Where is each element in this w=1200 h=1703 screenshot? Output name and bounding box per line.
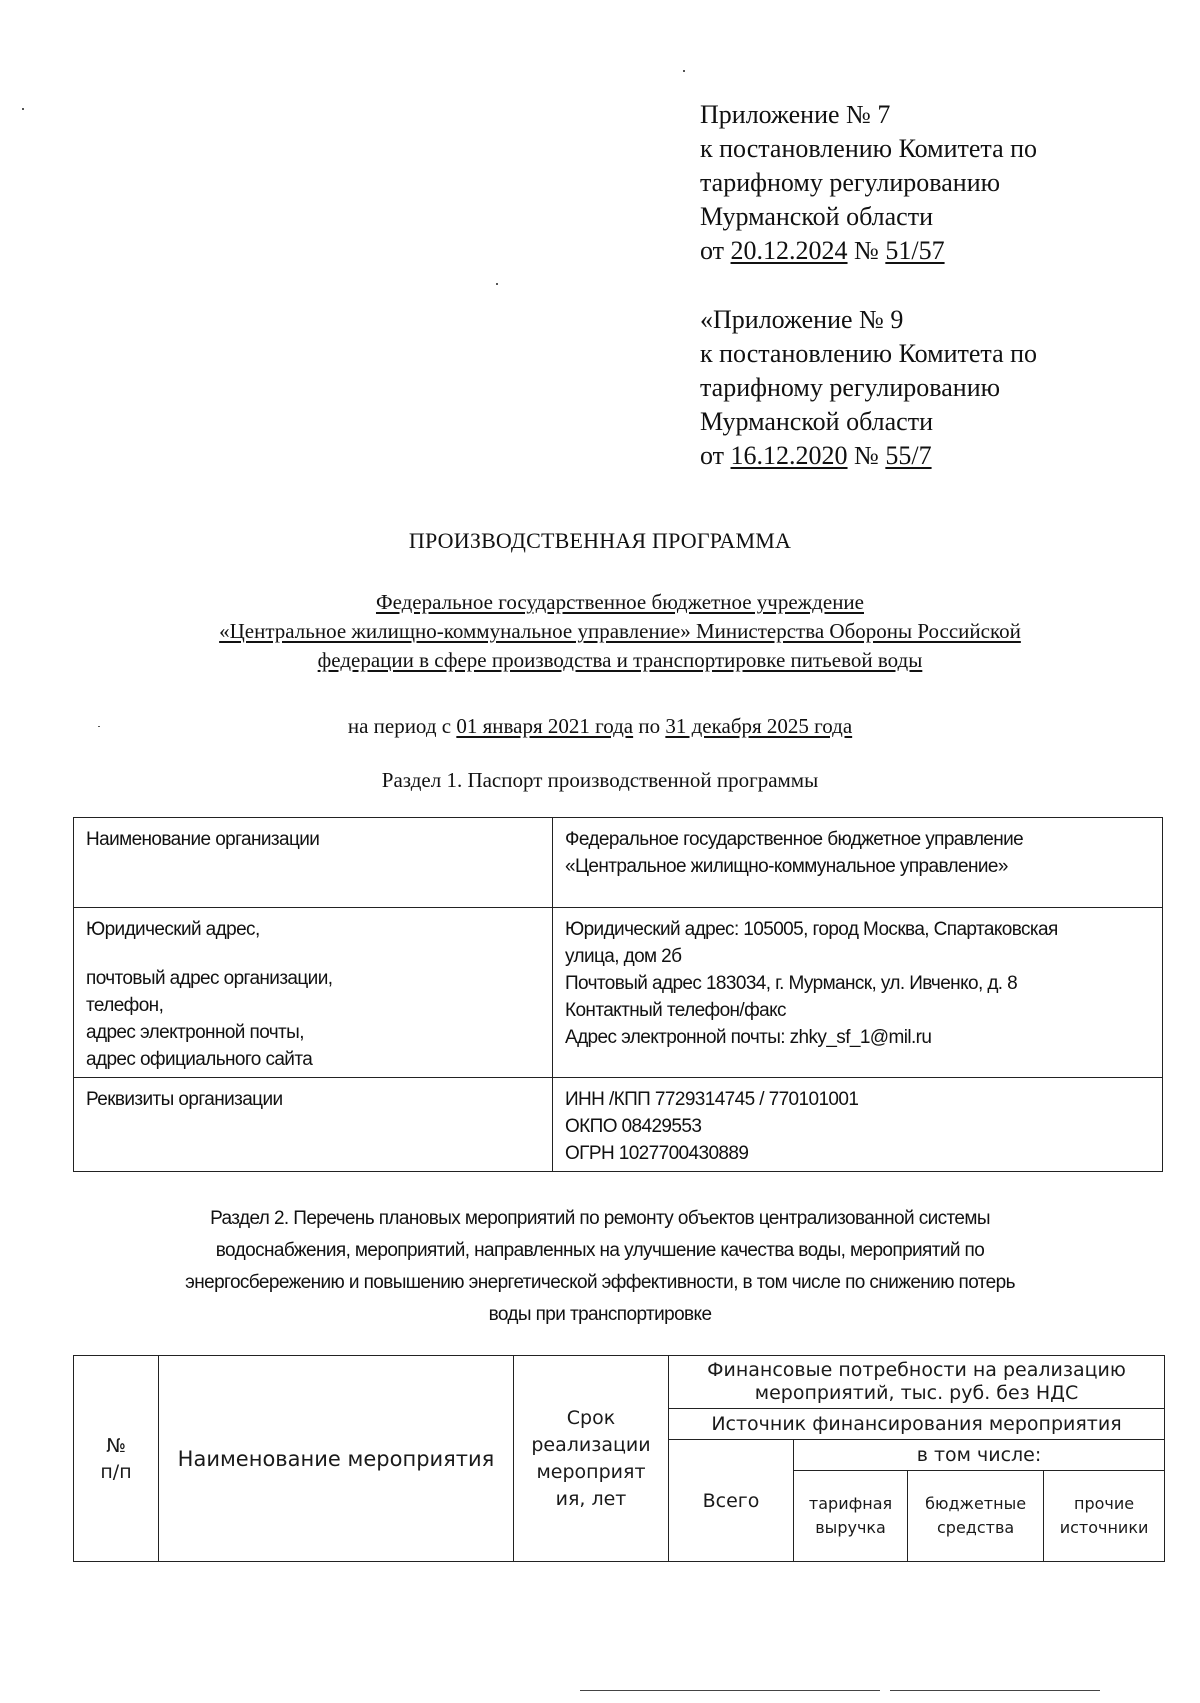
cell-text: ОКПО 08429553 [565, 1116, 702, 1137]
header-text: Наименование мероприятия [177, 1446, 495, 1471]
appendix-line: к постановлению Комитета по [700, 134, 1038, 163]
period-end: 31 декабря 2025 года [665, 714, 853, 738]
cell-text: «Центральное жилищно-коммунальное управление» [565, 856, 1008, 877]
scan-line [580, 1690, 880, 1691]
scan-line [890, 1690, 1100, 1691]
section-2-line: воды при транспортировке [488, 1304, 712, 1325]
header-text: тарифная [808, 1494, 893, 1513]
header-text: мероприятий, тыс. руб. без НДС [754, 1382, 1079, 1404]
cell-text: адрес электронной почты, [86, 1022, 304, 1043]
cell-text: адрес официального сайта [86, 1049, 313, 1070]
period-middle: по [633, 714, 666, 738]
cell-text: Реквизиты организации [86, 1089, 283, 1110]
number-prefix: № [847, 236, 886, 265]
resolution-date: 16.12.2020 [730, 441, 848, 470]
header-text: в том числе: [916, 1444, 1042, 1466]
section-2-title [120, 1203, 1080, 1331]
organization-line: федерации в сфере производства и транспортировке питьевой воды [317, 648, 923, 672]
header-text: Срок [566, 1406, 616, 1429]
resolution-number: 51/57 [885, 236, 945, 265]
section-2-line: энергосбережению и повышению энергетической эффективности, в том числе по снижению потерь [185, 1272, 1015, 1293]
column-header-term [514, 1356, 669, 1562]
program-period [0, 714, 1200, 739]
appendix-line: Мурманской области [700, 407, 933, 436]
header-text: № [106, 1434, 126, 1457]
appendix-current-block [700, 98, 1037, 268]
header-text: средства [936, 1518, 1015, 1537]
scan-mark [22, 108, 24, 110]
header-text: бюджетные [925, 1494, 1027, 1513]
table-cell-value [553, 1078, 1163, 1172]
column-header-total [669, 1440, 794, 1562]
header-text: источники [1059, 1518, 1149, 1537]
organization-line: Федеральное государственное бюджетное учреждение [375, 590, 864, 614]
spacer [86, 943, 542, 965]
appendix-line: тарифному регулированию [700, 373, 1001, 402]
cell-text: Контактный телефон/факс [565, 1000, 786, 1021]
appendix-date-line [700, 234, 1037, 268]
header-text: прочие [1073, 1494, 1135, 1513]
cell-text: Юридический адрес: 105005, город Москва, Спартаковская [565, 919, 1058, 940]
header-text: Источник финансирования мероприятия [711, 1413, 1122, 1435]
scan-mark [683, 70, 685, 72]
date-prefix: от [700, 441, 731, 470]
header-text: мероприят [536, 1460, 646, 1483]
scan-mark [496, 283, 498, 285]
section-2-line: водоснабжения, мероприятий, направленных на улучшение качества воды, мероприятий по [215, 1240, 985, 1261]
section-2-line: Раздел 2. Перечень плановых мероприятий по ремонту объектов централизованной системы [210, 1208, 990, 1229]
header-text: реализации [531, 1433, 651, 1456]
document-title: ПРОИЗВОДСТВЕННАЯ ПРОГРАММА [408, 528, 792, 553]
column-header-tariff-revenue [794, 1471, 908, 1562]
table-cell-value [553, 818, 1163, 908]
cell-text: ИНН /КПП 7729314745 / 770101001 [565, 1089, 859, 1110]
date-prefix: от [700, 236, 731, 265]
table-cell-label [74, 818, 553, 908]
table-cell-value [553, 908, 1163, 1078]
header-text: ия, лет [555, 1487, 627, 1510]
organization-line: «Центральное жилищно-коммунальное управление» Министерства Обороны Российской [219, 619, 1021, 643]
number-prefix: № [847, 441, 886, 470]
cell-text: Наименование организации [86, 829, 320, 850]
period-prefix: на период с [347, 714, 457, 738]
column-header-financial-needs [669, 1356, 1165, 1409]
cell-text: почтовый адрес организации, [86, 968, 333, 989]
table-header-row [74, 1356, 1165, 1409]
cell-text: Юридический адрес, [86, 919, 260, 940]
section-1-title: Раздел 1. Паспорт производственной программы [381, 768, 819, 792]
appendix-heading: «Приложение № 9 [700, 305, 904, 334]
appendix-line: тарифному регулированию [700, 168, 1001, 197]
appendix-heading: Приложение № 7 [700, 100, 891, 129]
table-cell-label [74, 1078, 553, 1172]
cell-text: ОГРН 1027700430889 [565, 1143, 749, 1164]
column-header-budget-funds [908, 1471, 1044, 1562]
appendix-original-block [700, 303, 1037, 473]
cell-text: улица, дом 2б [565, 946, 682, 967]
column-header-measure-name [159, 1356, 514, 1562]
column-header-funding-source [669, 1409, 1165, 1440]
cell-text: Федеральное государственное бюджетное управление [565, 829, 1024, 850]
column-header-including [794, 1440, 1165, 1471]
organization-name [120, 588, 1120, 675]
header-text: выручка [815, 1518, 886, 1537]
period-start: 01 января 2021 года [456, 714, 634, 738]
measures-table [73, 1355, 1165, 1562]
cell-text: Почтовый адрес 183034, г. Мурманск, ул. Ивченко, д. 8 [565, 973, 1018, 994]
header-text: Финансовые потребности на реализацию [707, 1359, 1126, 1381]
table-cell-label [74, 908, 553, 1078]
cell-text: Адрес электронной почты: zhky_sf_1@mil.ru [565, 1027, 932, 1048]
header-text: п/п [100, 1460, 132, 1483]
header-text: Всего [702, 1489, 760, 1512]
resolution-date: 20.12.2024 [730, 236, 848, 265]
cell-text: телефон, [86, 995, 164, 1016]
appendix-date-line [700, 439, 1037, 473]
appendix-line: Мурманской области [700, 202, 933, 231]
table-row [74, 1078, 1163, 1172]
passport-table [73, 817, 1163, 1172]
column-header-other-sources [1044, 1471, 1165, 1562]
table-row [74, 908, 1163, 1078]
resolution-number: 55/7 [885, 441, 932, 470]
column-header-number [74, 1356, 159, 1562]
appendix-line: к постановлению Комитета по [700, 339, 1038, 368]
table-row [74, 818, 1163, 908]
